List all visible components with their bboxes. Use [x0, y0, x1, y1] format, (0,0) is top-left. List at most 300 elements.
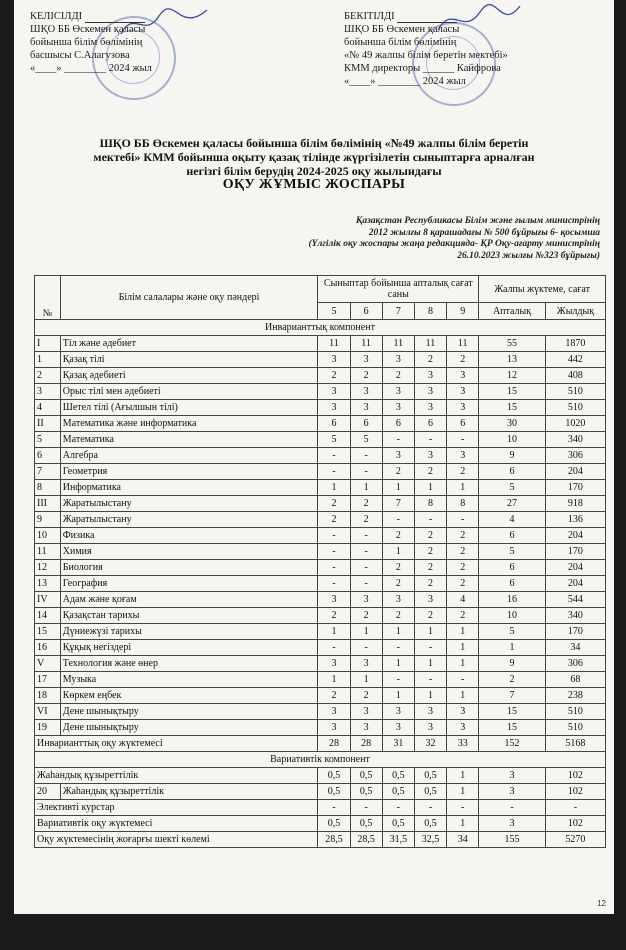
grade-hours: 2 — [382, 528, 414, 544]
subject-name: Адам және қоғам — [60, 592, 318, 608]
table-row — [35, 640, 606, 656]
grade-hours: 3 — [350, 656, 382, 672]
yearly-total: 544 — [545, 592, 605, 608]
grade-hours: 1 — [350, 672, 382, 688]
grade-hours: 3 — [350, 720, 382, 736]
yearly-total: 238 — [545, 688, 605, 704]
grade-hours: 11 — [447, 336, 479, 352]
table-row — [35, 464, 606, 480]
yearly-total: 1870 — [545, 336, 605, 352]
row-number: 8 — [35, 480, 61, 496]
subject-name: Орыс тілі мен әдебиеті — [60, 384, 318, 400]
grade-hours: 11 — [318, 336, 350, 352]
table-row — [35, 352, 606, 368]
weekly-total: 15 — [479, 720, 546, 736]
grade-hours: 2 — [318, 368, 350, 384]
table-row — [35, 704, 606, 720]
header-grade: 7 — [382, 303, 414, 320]
grade-hours: 2 — [447, 544, 479, 560]
weekly-total: 30 — [479, 416, 546, 432]
weekly-total: 6 — [479, 560, 546, 576]
table-row — [35, 720, 606, 736]
variative-total-row — [35, 816, 606, 832]
table-row — [35, 800, 606, 816]
approval-right-line: «№ 49 жалпы білім беретін мектебі» — [344, 50, 508, 61]
grade-hours: 1 — [447, 816, 479, 832]
grade-hours: 1 — [382, 688, 414, 704]
grade-hours: 1 — [447, 784, 479, 800]
grade-hours: 34 — [447, 832, 479, 848]
approval-right-line: бойынша білім бөлімінің — [344, 37, 457, 48]
grade-hours: 2 — [414, 544, 446, 560]
grade-hours: - — [350, 544, 382, 560]
approval-right — [344, 10, 508, 88]
subject-name: Қазақ тілі — [60, 352, 318, 368]
grade-hours: - — [350, 560, 382, 576]
table-row — [35, 608, 606, 624]
grade-hours: - — [318, 544, 350, 560]
weekly-total: 15 — [479, 384, 546, 400]
subject-name: Математика және информатика — [60, 416, 318, 432]
grade-hours: 3 — [414, 592, 446, 608]
grade-hours: - — [382, 672, 414, 688]
yearly-total: 102 — [545, 768, 605, 784]
yearly-total: 1020 — [545, 416, 605, 432]
yearly-total: 170 — [545, 480, 605, 496]
row-number: 20 — [35, 784, 61, 800]
row-number: 11 — [35, 544, 61, 560]
grade-hours: 11 — [350, 336, 382, 352]
table-row — [35, 560, 606, 576]
grade-hours: 0,5 — [414, 816, 446, 832]
grade-hours: 32 — [414, 736, 446, 752]
grade-hours: 1 — [447, 640, 479, 656]
grade-hours: 28,5 — [318, 832, 350, 848]
weekly-total: 16 — [479, 592, 546, 608]
header-grade: 8 — [414, 303, 446, 320]
signature-line — [85, 12, 145, 23]
approval-left-line: «____» ________ 2024 жыл — [30, 63, 152, 74]
grade-hours: 3 — [414, 720, 446, 736]
grade-hours: 7 — [382, 496, 414, 512]
grade-hours: 0,5 — [318, 816, 350, 832]
weekly-total: 5 — [479, 544, 546, 560]
grade-hours: 3 — [414, 384, 446, 400]
grade-hours: 3 — [350, 352, 382, 368]
grade-hours: - — [318, 560, 350, 576]
weekly-total: 3 — [479, 784, 546, 800]
grade-hours: - — [382, 800, 414, 816]
yearly-total: 102 — [545, 816, 605, 832]
grade-hours: 2 — [414, 464, 446, 480]
subject-name: Информатика — [60, 480, 318, 496]
grade-hours: 2 — [318, 496, 350, 512]
grade-hours: 2 — [447, 608, 479, 624]
grade-hours: 3 — [318, 720, 350, 736]
grade-hours: 2 — [414, 576, 446, 592]
reference-line: (Үлгілік оқу жоспары жаңа редакцияда- ҚР Оқу-ағарту министрінің — [308, 239, 600, 249]
grade-hours: 32,5 — [414, 832, 446, 848]
weekly-total: 13 — [479, 352, 546, 368]
row-number: 19 — [35, 720, 61, 736]
row-number: 18 — [35, 688, 61, 704]
grade-hours: 0,5 — [350, 816, 382, 832]
grade-hours: - — [350, 464, 382, 480]
header-grade: 9 — [447, 303, 479, 320]
yearly-total: - — [545, 800, 605, 816]
grade-hours: 33 — [447, 736, 479, 752]
table-row — [35, 784, 606, 800]
weekly-total: 15 — [479, 704, 546, 720]
table-row — [35, 400, 606, 416]
grade-hours: 2 — [447, 464, 479, 480]
row-number: 9 — [35, 512, 61, 528]
grade-hours: 0,5 — [318, 768, 350, 784]
grade-hours: 2 — [414, 528, 446, 544]
grade-hours: 2 — [350, 496, 382, 512]
row-number: 17 — [35, 672, 61, 688]
row-number: 13 — [35, 576, 61, 592]
grade-hours: 1 — [447, 768, 479, 784]
row-number: 10 — [35, 528, 61, 544]
table-row — [35, 672, 606, 688]
grade-hours: 3 — [350, 384, 382, 400]
row-number: 6 — [35, 448, 61, 464]
grade-hours: 1 — [350, 480, 382, 496]
title-line: негізгі білім берудің 2024-2025 оқу жылындағы — [186, 164, 442, 178]
max-total-row — [35, 832, 606, 848]
yearly-total: 136 — [545, 512, 605, 528]
legal-reference — [309, 216, 601, 262]
weekly-total: 9 — [479, 448, 546, 464]
grade-hours: 6 — [382, 416, 414, 432]
subject-name: Инварианттық оқу жүктемесі — [35, 736, 318, 752]
grade-hours: - — [318, 528, 350, 544]
grade-hours: 8 — [447, 496, 479, 512]
subject-name: Жаһандық құзыреттілік — [35, 768, 318, 784]
yearly-total: 5168 — [545, 736, 605, 752]
grade-hours: 2 — [382, 560, 414, 576]
approval-right-line: ШҚО ББ Өскемен қаласы — [344, 24, 460, 35]
grade-hours: 11 — [414, 336, 446, 352]
row-number: VI — [35, 704, 61, 720]
yearly-total: 204 — [545, 464, 605, 480]
row-number: V — [35, 656, 61, 672]
grade-hours: 11 — [382, 336, 414, 352]
weekly-total: 10 — [479, 432, 546, 448]
weekly-total: 4 — [479, 512, 546, 528]
grade-hours: 5 — [318, 432, 350, 448]
row-number: 12 — [35, 560, 61, 576]
grade-hours: - — [447, 512, 479, 528]
grade-hours: 5 — [350, 432, 382, 448]
grade-hours: 0,5 — [382, 816, 414, 832]
row-number: 7 — [35, 464, 61, 480]
row-number: 2 — [35, 368, 61, 384]
grade-hours: 0,5 — [414, 768, 446, 784]
grade-hours: 1 — [350, 624, 382, 640]
grade-hours: - — [414, 800, 446, 816]
table-row — [35, 576, 606, 592]
title-line: мектебі» КММ бойынша оқыту қазақ тілінде жүргізілетін сыныптарға арналған — [93, 150, 535, 164]
header-num: № — [35, 276, 61, 320]
table-row — [35, 496, 606, 512]
grade-hours: 3 — [382, 352, 414, 368]
subject-name: Математика — [60, 432, 318, 448]
grade-hours: - — [350, 576, 382, 592]
grade-hours: - — [350, 800, 382, 816]
row-number: 5 — [35, 432, 61, 448]
grade-hours: - — [350, 448, 382, 464]
grade-hours: - — [318, 640, 350, 656]
subject-name: Химия — [60, 544, 318, 560]
grade-hours: 2 — [350, 608, 382, 624]
grade-hours: 3 — [350, 592, 382, 608]
table-row — [35, 432, 606, 448]
grade-hours: 0,5 — [382, 784, 414, 800]
subject-name: География — [60, 576, 318, 592]
yearly-total: 170 — [545, 544, 605, 560]
grade-hours: 1 — [318, 480, 350, 496]
row-number: IV — [35, 592, 61, 608]
table-row — [35, 512, 606, 528]
row-number: 14 — [35, 608, 61, 624]
approval-left — [30, 10, 152, 75]
grade-hours: 3 — [447, 400, 479, 416]
grade-hours: 28 — [350, 736, 382, 752]
page-number: 12 — [597, 899, 606, 908]
title-line: ШҚО ББ Өскемен қаласы бойынша білім бөлімінің «№49 жалпы білім беретін — [99, 136, 529, 150]
grade-hours: 3 — [382, 400, 414, 416]
subject-name: Физика — [60, 528, 318, 544]
grade-hours: - — [318, 800, 350, 816]
section-invariant: Инварианттық компонент — [35, 320, 606, 336]
grade-hours: 2 — [414, 560, 446, 576]
grade-hours: 0,5 — [414, 784, 446, 800]
grade-hours: 3 — [318, 400, 350, 416]
grade-hours: - — [447, 800, 479, 816]
grade-hours: 2 — [447, 576, 479, 592]
table-row — [35, 416, 606, 432]
yearly-total: 510 — [545, 400, 605, 416]
subject-name: Дене шынықтыру — [60, 704, 318, 720]
grade-hours: 3 — [350, 704, 382, 720]
weekly-total: 27 — [479, 496, 546, 512]
subject-name: Шетел тілі (Ағылшын тілі) — [60, 400, 318, 416]
grade-hours: 3 — [382, 720, 414, 736]
subject-name: Көркем еңбек — [60, 688, 318, 704]
weekly-total: 155 — [479, 832, 546, 848]
grade-hours: 6 — [350, 416, 382, 432]
table-row — [35, 368, 606, 384]
table-row — [35, 336, 606, 352]
yearly-total: 408 — [545, 368, 605, 384]
grade-hours: - — [318, 464, 350, 480]
yearly-total: 510 — [545, 704, 605, 720]
grade-hours: 0,5 — [350, 784, 382, 800]
grade-hours: 3 — [414, 704, 446, 720]
grade-hours: - — [414, 512, 446, 528]
document-title — [14, 136, 614, 192]
grade-hours: 1 — [414, 480, 446, 496]
grade-hours: 31 — [382, 736, 414, 752]
grade-hours: - — [350, 640, 382, 656]
subject-name: Элективті курстар — [35, 800, 318, 816]
grade-hours: 3 — [414, 368, 446, 384]
grade-hours: - — [414, 672, 446, 688]
table-row — [35, 384, 606, 400]
grade-hours: 0,5 — [350, 768, 382, 784]
yearly-total: 918 — [545, 496, 605, 512]
row-number: 3 — [35, 384, 61, 400]
grade-hours: 1 — [447, 624, 479, 640]
yearly-total: 510 — [545, 720, 605, 736]
grade-hours: 2 — [318, 608, 350, 624]
grade-hours: 2 — [350, 368, 382, 384]
grade-hours: 3 — [447, 368, 479, 384]
yearly-total: 306 — [545, 656, 605, 672]
weekly-total: 12 — [479, 368, 546, 384]
table-row — [35, 480, 606, 496]
weekly-total: 152 — [479, 736, 546, 752]
weekly-total: 6 — [479, 576, 546, 592]
grade-hours: 1 — [382, 544, 414, 560]
document-page — [14, 0, 614, 914]
yearly-total: 204 — [545, 528, 605, 544]
grade-hours: 2 — [447, 528, 479, 544]
subject-name: Биология — [60, 560, 318, 576]
approval-right-heading: БЕКІТІЛДІ — [344, 11, 395, 22]
grade-hours: - — [382, 432, 414, 448]
table-row — [35, 656, 606, 672]
subject-name: Қазақстан тарихы — [60, 608, 318, 624]
yearly-total: 68 — [545, 672, 605, 688]
grade-hours: 28,5 — [350, 832, 382, 848]
grade-hours: 1 — [318, 672, 350, 688]
yearly-total: 34 — [545, 640, 605, 656]
grade-hours: 1 — [382, 480, 414, 496]
approval-right-line: КММ директоры ______ Кайфрова — [344, 63, 501, 74]
grade-hours: 2 — [382, 368, 414, 384]
grade-hours: 3 — [382, 704, 414, 720]
grade-hours: - — [414, 432, 446, 448]
subject-name: Вариативтік оқу жүктемесі — [35, 816, 318, 832]
grade-hours: 3 — [350, 400, 382, 416]
header-load-group: Жалпы жүктеме, сағат — [479, 276, 606, 303]
subject-name: Жаратылыстану — [60, 496, 318, 512]
approval-right-line: «____» ________ 2024 жыл — [344, 76, 466, 87]
header-subjects: Білім салалары және оқу пәндері — [60, 276, 318, 320]
grade-hours: - — [382, 512, 414, 528]
grade-hours: 6 — [318, 416, 350, 432]
weekly-total: 3 — [479, 768, 546, 784]
grade-hours: 3 — [447, 704, 479, 720]
grade-hours: 3 — [318, 592, 350, 608]
grade-hours: 1 — [382, 656, 414, 672]
grade-hours: 8 — [414, 496, 446, 512]
header-grade: 6 — [350, 303, 382, 320]
grade-hours: 2 — [350, 512, 382, 528]
weekly-total: 3 — [479, 816, 546, 832]
reference-line: 2012 жылғы 8 қарашадағы № 500 бұйрығы 6- қосымша — [368, 227, 600, 238]
table-row — [35, 768, 606, 784]
yearly-total: 204 — [545, 576, 605, 592]
grade-hours: - — [447, 672, 479, 688]
grade-hours: 3 — [318, 384, 350, 400]
subject-name: Музыка — [60, 672, 318, 688]
weekly-total: 2 — [479, 672, 546, 688]
grade-hours: - — [350, 528, 382, 544]
table-row — [35, 624, 606, 640]
grade-hours: 3 — [447, 448, 479, 464]
grade-hours: 2 — [447, 560, 479, 576]
weekly-total: 5 — [479, 624, 546, 640]
grade-hours: - — [382, 640, 414, 656]
grade-hours: - — [318, 448, 350, 464]
subject-name: Дүниежүзі тарихы — [60, 624, 318, 640]
grade-hours: 1 — [447, 480, 479, 496]
grade-hours: 1 — [447, 688, 479, 704]
grade-hours: 3 — [414, 448, 446, 464]
yearly-total: 5270 — [545, 832, 605, 848]
grade-hours: 3 — [382, 384, 414, 400]
grade-hours: 3 — [318, 704, 350, 720]
section-variative: Вариативтік компонент — [35, 752, 606, 768]
grade-hours: 3 — [382, 592, 414, 608]
subject-name: Тіл және әдебиет — [60, 336, 318, 352]
grade-hours: 2 — [414, 352, 446, 368]
grade-hours: 1 — [447, 656, 479, 672]
yearly-total: 204 — [545, 560, 605, 576]
subject-name: Алгебра — [60, 448, 318, 464]
grade-hours: - — [414, 640, 446, 656]
weekly-total: 6 — [479, 528, 546, 544]
yearly-total: 510 — [545, 384, 605, 400]
table-row — [35, 528, 606, 544]
grade-hours: 2 — [382, 576, 414, 592]
yearly-total: 170 — [545, 624, 605, 640]
grade-hours: 1 — [414, 688, 446, 704]
subject-name: Оқу жүктемесінің жоғарғы шекті көлемі — [35, 832, 318, 848]
grade-hours: 2 — [447, 352, 479, 368]
header-weekly-group: Сыныптар бойынша апталық сағат саны — [318, 276, 479, 303]
grade-hours: 3 — [318, 352, 350, 368]
weekly-total: 10 — [479, 608, 546, 624]
approval-left-line: бойынша білім бөлімінің — [30, 37, 143, 48]
grade-hours: 2 — [382, 608, 414, 624]
row-number: 4 — [35, 400, 61, 416]
approval-left-heading: КЕЛІСІЛДІ — [30, 11, 83, 22]
weekly-total: 1 — [479, 640, 546, 656]
grade-hours: 1 — [414, 624, 446, 640]
weekly-total: 6 — [479, 464, 546, 480]
grade-hours: 2 — [414, 608, 446, 624]
grade-hours: 0,5 — [318, 784, 350, 800]
grade-hours: - — [318, 576, 350, 592]
header-weekly: Апталық — [479, 303, 546, 320]
subject-name: Жаһандық құзыреттілік — [60, 784, 318, 800]
signature-line — [397, 12, 457, 23]
weekly-total: 15 — [479, 400, 546, 416]
grade-hours: 1 — [414, 656, 446, 672]
invariant-total-row — [35, 736, 606, 752]
approval-left-line: басшысы С.Алагузова — [30, 50, 130, 61]
curriculum-table — [34, 275, 606, 848]
row-number: 1 — [35, 352, 61, 368]
yearly-total: 102 — [545, 784, 605, 800]
weekly-total: 5 — [479, 480, 546, 496]
yearly-total: 340 — [545, 432, 605, 448]
